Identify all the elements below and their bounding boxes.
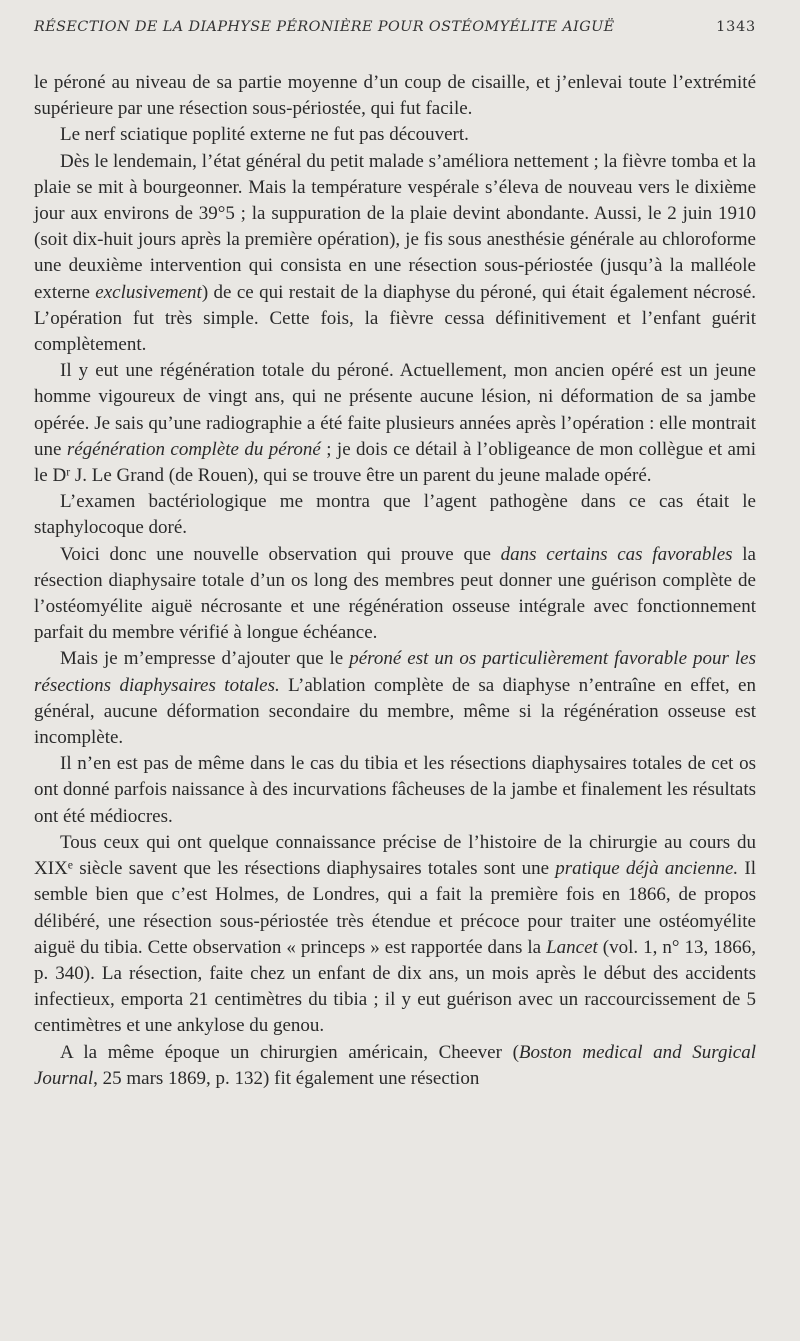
text-segment: A la même époque un chirurgien américain, Cheever (	[60, 1041, 519, 1063]
body-text	[34, 70, 756, 1092]
running-title: RÉSECTION DE LA DIAPHYSE PÉRONIÈRE POUR OSTÉOMYÉLITE AIGUË	[34, 19, 615, 35]
text-segment: Tous ceux qui ont quelque connaissance précise de l’histoire de la chirurgie au cours du	[60, 831, 756, 853]
text-segment: L’ablation complète de sa diaphyse n’entraîne en effet, en général, aucune déformation secondaire du membre, même si la régénération osseuse est incomplète.	[34, 674, 756, 749]
superscript: e	[67, 858, 74, 872]
text-segment: la résection diaphysaire totale d’un os long des membres peut donner une guérison complète de l’ostéomyélite aiguë nécrosante et une régénération osseuse intégrale avec fonctionnement parfait du membre vérifié à longue échéance.	[34, 543, 756, 644]
italic-text: régénération complète du péroné	[66, 438, 321, 460]
text-segment: (vol. 1, n° 13, 1866, p. 340). La résection, faite chez un enfant de dix ans, un mois après le début des accidents infectieux, emporta 21 centimètres du tibia ; il y eut guérison avec un raccourcissement de 5 centimètres et une ankylose du genou.	[34, 936, 756, 1037]
text-segment: ; je dois ce détail à l’obligeance de mon collègue et ami le D	[34, 438, 757, 487]
text-segment: le péroné au niveau de sa partie moyenne d’un coup de cisaille, et j’enlevai toute l’extrémité supérieure par une résection sous-périostée, qui fut facile.	[34, 72, 756, 120]
paragraph	[34, 542, 756, 647]
italic-text: pratique déjà ancienne.	[555, 858, 739, 880]
text-segment: siècle savent que les résections diaphysaires totales sont une	[73, 858, 556, 880]
page-number: 1343	[716, 19, 756, 35]
text-segment: J. Le Grand (de Rouen), qui se trouve être un parent du jeune malade opéré.	[70, 465, 652, 487]
italic-text: exclusivement	[95, 281, 202, 303]
text-segment: Le nerf sciatique poplité externe ne fut pas découvert.	[60, 124, 469, 146]
superscript: r	[66, 465, 71, 479]
paragraph	[34, 489, 756, 541]
text-segment: XIX	[34, 858, 68, 880]
text-segment: L’examen bactériologique me montra que l’agent pathogène dans ce cas était le staphylocoque doré.	[34, 491, 756, 539]
paragraph	[34, 1040, 756, 1092]
paragraph	[34, 70, 756, 122]
paragraph	[34, 830, 756, 1040]
paragraph	[34, 358, 756, 489]
italic-text: péroné est un os particulièrement favorable pour les résections diaphysaires totales.	[34, 648, 756, 696]
text-segment: ) de ce qui restait de la diaphyse du péroné, qui était également nécrosé. L’opération fut très simple. Cette fois, la fièvre cessa définitivement et l’enfant guérit complètement.	[34, 281, 756, 356]
text-segment: Voici donc une nouvelle observation qui prouve que	[60, 543, 501, 565]
paragraph	[34, 122, 756, 148]
italic-text: dans certains cas favorables	[500, 543, 733, 565]
italic-text: Boston medical and Surgical Journal	[34, 1041, 756, 1089]
text-segment: Il n’en est pas de même dans le cas du tibia et les résections diaphysaires totales de cet os ont donné parfois naissance à des incurvations fâcheuses de la jambe et finalement les résultats ont été médiocres.	[34, 753, 756, 827]
text-segment: Il y eut une régénération totale du péroné. Actuellement, mon ancien opéré est un jeune homme vigoureux de vingt ans, qui ne présente aucune lésion, ni déformation de sa jambe opérée. Je sais qu’une radiographie a été faite plusieurs années après l’opération : elle montrait une	[34, 360, 756, 460]
text-segment: Mais je m’empresse d’ajouter que le	[60, 648, 350, 670]
text-segment: , 25 mars 1869, p. 132) fit également une résection	[93, 1067, 480, 1089]
running-header	[34, 20, 756, 46]
paragraph	[34, 149, 756, 359]
text-segment: Dès le lendemain, l’état général du petit malade s’améliora nettement ; la fièvre tomba et la plaie se mit à bourgeonner. Mais la température vespérale s’éleva de nouveau vers le dixième jour aux environs de 39°5 ; la suppuration de la plaie devint abondante. Aussi, le 2 juin 1910 (soit dix-huit jours après la première opération), je fis sous anesthésie générale au chloroforme une deuxième intervention qui consista en une résection sous-périostée (jusqu’à la malléole externe	[34, 150, 756, 303]
paragraph	[34, 751, 756, 830]
text-segment: Il semble bien que c’est Holmes, de Londres, qui a fait la première fois en 1866, de propos délibéré, une résection sous-périostée très étendue et précoce pour traiter une ostéomyélite aiguë du tibia. Cette observation « princeps » est rapportée dans la	[34, 858, 756, 958]
italic-text: Lancet	[546, 936, 598, 958]
paragraph	[34, 646, 756, 751]
